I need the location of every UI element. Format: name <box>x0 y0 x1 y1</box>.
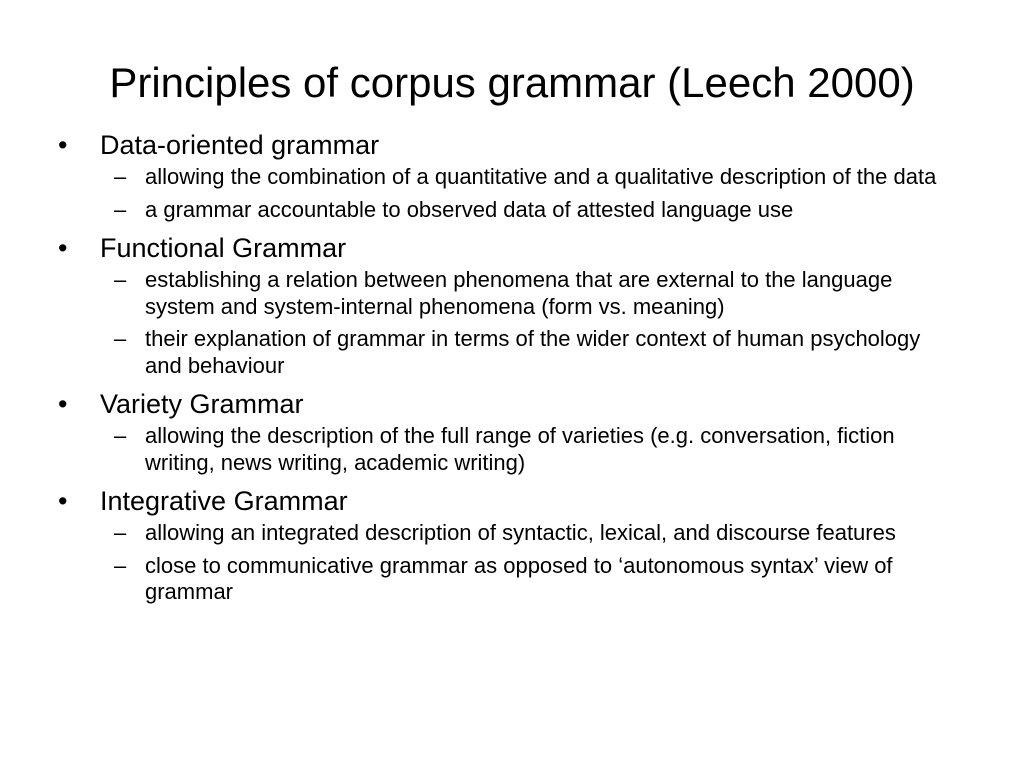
bullet-heading: Functional Grammar <box>100 233 347 263</box>
dash-marker: – <box>114 423 127 448</box>
sub-bullet-list <box>100 267 978 379</box>
bullet-heading: Variety Grammar <box>100 389 304 419</box>
dash-marker: – <box>114 196 127 222</box>
sub-bullet-text: close to communicative grammar as opposed to ‘autonomous syntax’ view of grammar <box>145 552 893 604</box>
bullet-list <box>58 126 978 606</box>
sub-bullet-item <box>100 164 978 191</box>
sub-bullet-item <box>100 553 978 606</box>
sub-bullet-text: allowing the combination of a quantitative and a qualitative description of the data <box>145 164 937 189</box>
dash-marker: – <box>114 326 127 351</box>
dash-marker: – <box>114 520 127 545</box>
sub-bullet-text: establishing a relation between phenomena that are external to the language system and system-internal phenomena (form vs. meaning) <box>145 267 893 319</box>
sub-bullet-item <box>100 197 978 224</box>
sub-bullet-list <box>100 423 978 476</box>
sub-bullet-item <box>100 326 978 379</box>
sub-bullet-item <box>100 267 978 320</box>
bullet-heading: Integrative Grammar <box>100 486 348 516</box>
bullet-marker: • <box>58 130 68 160</box>
bullet-item <box>58 385 978 476</box>
sub-bullet-item <box>100 520 978 547</box>
dash-marker: – <box>114 267 127 292</box>
bullet-heading: Data-oriented grammar <box>100 130 380 160</box>
dash-marker: – <box>114 164 127 189</box>
sub-bullet-text: allowing the description of the full range of varieties (e.g. conversation, fiction writing, news writing, academic writing) <box>145 423 895 475</box>
sub-bullet-list <box>100 520 978 606</box>
bullet-item <box>58 482 978 606</box>
sub-bullet-item <box>100 423 978 476</box>
sub-bullet-text: their explanation of grammar in terms of the wider context of human psychology and behaviour <box>145 326 921 378</box>
sub-bullet-list <box>100 164 978 223</box>
bullet-item <box>58 126 978 223</box>
dash-marker: – <box>114 552 127 578</box>
bullet-item <box>58 229 978 379</box>
bullet-marker: • <box>58 233 68 263</box>
bullet-marker: • <box>58 389 68 419</box>
bullet-marker: • <box>58 486 68 516</box>
slide-title: Principles of corpus grammar (Leech 2000) <box>109 59 915 106</box>
sub-bullet-text: a grammar accountable to observed data of attested language use <box>145 196 794 222</box>
sub-bullet-text: allowing an integrated description of syntactic, lexical, and discourse features <box>145 520 896 545</box>
